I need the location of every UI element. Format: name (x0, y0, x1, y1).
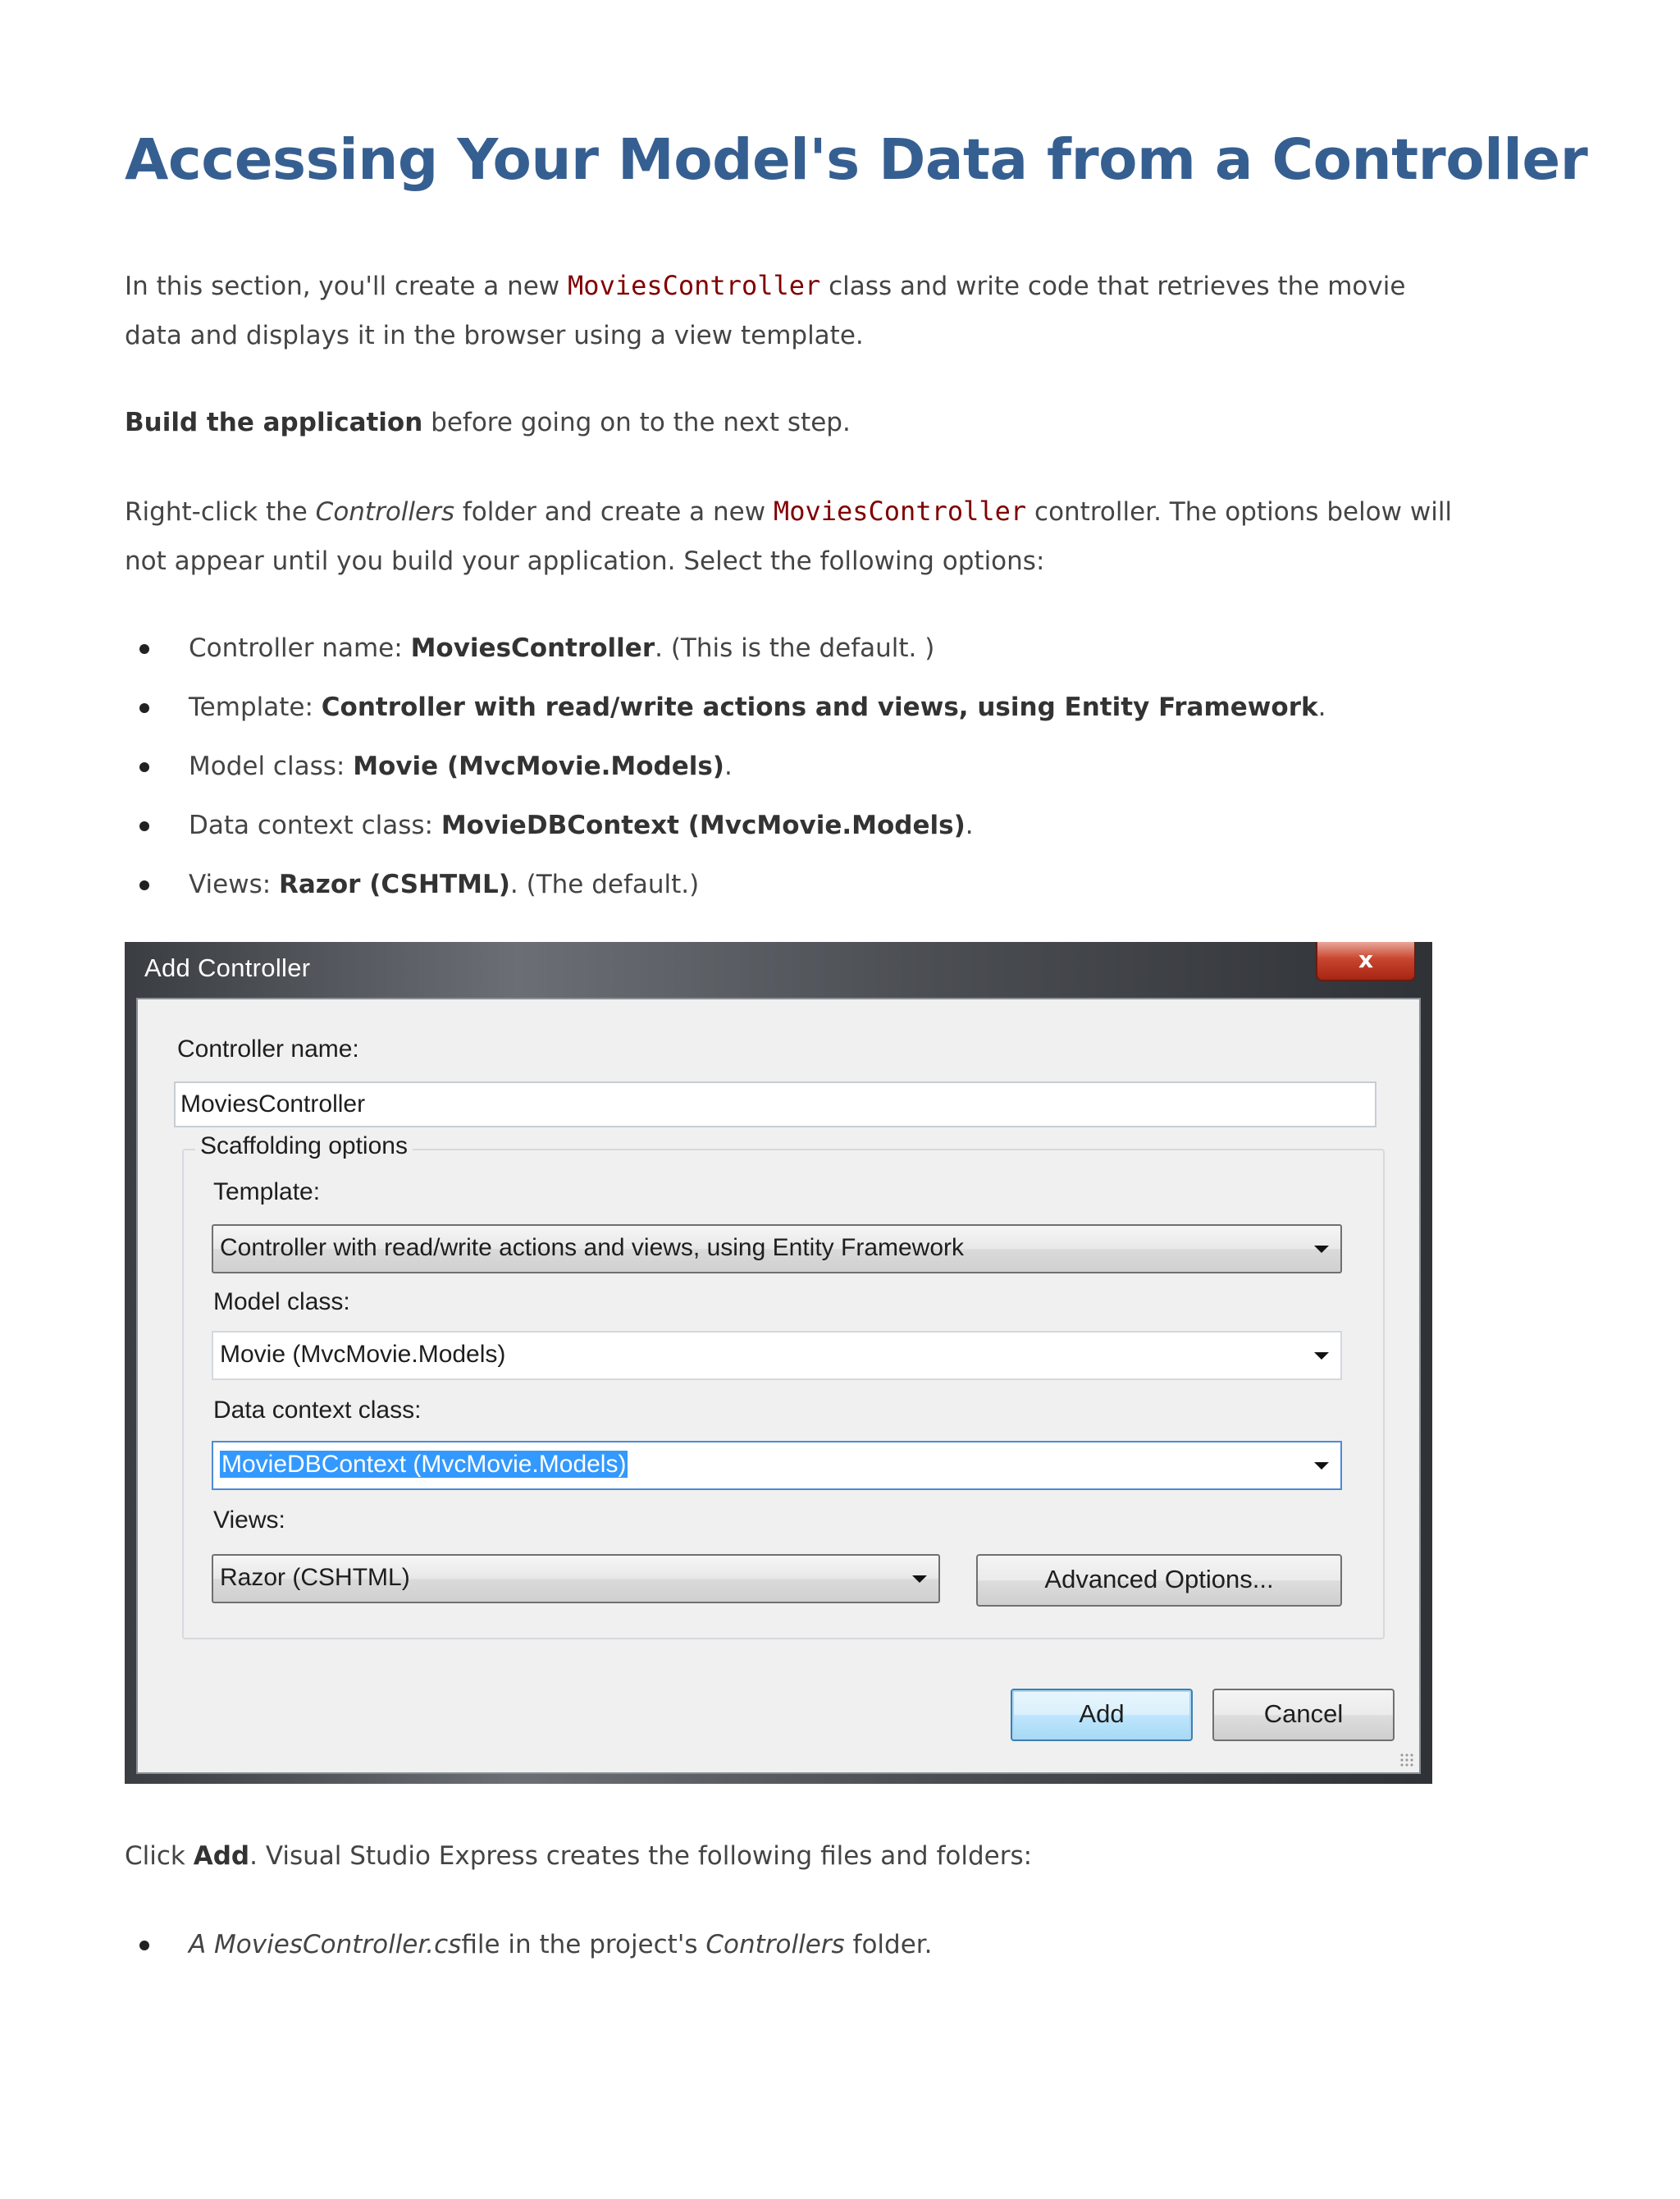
right-click-text-after: controller. The options below will not appear until you build your application. Select the following options: (125, 497, 1453, 576)
list-item: Template: Controller with read/write actions and views, using Entity Framework. (125, 686, 1454, 745)
bullet-icon (139, 762, 149, 772)
options-list (125, 627, 1454, 922)
list-item: A MoviesController.csfile in the project's Controllers folder. (125, 1923, 1454, 1982)
model-class-label: Model class: (213, 1288, 350, 1315)
dialog-body (136, 998, 1421, 1774)
bullet-icon (139, 644, 149, 654)
build-paragraph (125, 398, 1454, 447)
cancel-button[interactable]: Cancel (1212, 1689, 1395, 1741)
right-click-paragraph (125, 487, 1454, 586)
chevron-down-icon (1314, 1246, 1329, 1253)
dialog-title: Add Controller (144, 953, 311, 982)
list-item: Data context class: MovieDBContext (MvcMovie.Models). (125, 804, 1454, 863)
data-context-dropdown[interactable] (212, 1441, 1342, 1490)
scaffolding-options-label: Scaffolding options (195, 1132, 413, 1160)
model-class-selected-value: Movie (MvcMovie.Models) (220, 1341, 506, 1368)
click-add-bold: Add (193, 1841, 250, 1871)
template-label: Template: (213, 1178, 321, 1205)
template-dropdown[interactable] (212, 1224, 1342, 1273)
click-add-paragraph: Click Add. Visual Studio Express creates the following files and folders: (125, 1841, 1033, 1871)
intro-code-moviescontroller: MoviesController (568, 270, 821, 301)
list-item: Controller name: MoviesController. (This is the default. ) (125, 627, 1454, 686)
close-icon: x (1358, 946, 1374, 973)
chevron-down-icon (912, 1575, 927, 1583)
created-items-list (125, 1923, 1454, 1982)
chevron-down-icon (1314, 1462, 1329, 1470)
advanced-options-button[interactable]: Advanced Options... (976, 1554, 1342, 1607)
views-selected-value: Razor (CSHTML) (220, 1564, 410, 1591)
build-rest-text: before going on to the next step. (422, 408, 851, 437)
page-title: Accessing Your Model's Data from a Controller (125, 127, 1588, 193)
add-button[interactable]: Add (1011, 1689, 1193, 1741)
bullet-icon (139, 703, 149, 713)
add-controller-dialog (125, 942, 1432, 1784)
controller-name-input[interactable]: MoviesController (174, 1081, 1376, 1127)
model-class-dropdown[interactable] (212, 1331, 1342, 1380)
right-click-text-before: Right-click the (125, 497, 316, 527)
chevron-down-icon (1314, 1352, 1329, 1360)
right-click-italic-controllers: Controllers (315, 497, 454, 527)
views-label: Views: (213, 1506, 285, 1534)
right-click-code-moviescontroller: MoviesController (773, 496, 1027, 527)
intro-text-after: class and write code that retrieves the movie data and displays it in the browser using a view template. (125, 272, 1406, 350)
close-button[interactable] (1316, 942, 1416, 981)
controller-name-label: Controller name: (177, 1035, 359, 1063)
right-click-text-middle: folder and create a new (454, 497, 774, 527)
list-item: Model class: Movie (MvcMovie.Models). (125, 745, 1454, 804)
bullet-icon (139, 880, 149, 890)
views-dropdown[interactable] (212, 1554, 940, 1603)
build-bold-text: Build the application (125, 408, 423, 437)
list-item: Views: Razor (CSHTML). (The default.) (125, 863, 1454, 922)
resize-grip-icon[interactable] (1399, 1753, 1414, 1767)
data-context-selected-value: MovieDBContext (MvcMovie.Models) (221, 1451, 627, 1478)
template-selected-value: Controller with read/write actions and views, using Entity Framework (220, 1234, 965, 1261)
bullet-icon (139, 1941, 149, 1950)
intro-paragraph (125, 261, 1454, 360)
intro-text-before: In this section, you'll create a new (125, 272, 568, 301)
bullet-icon (139, 821, 149, 831)
data-context-label: Data context class: (213, 1397, 422, 1424)
